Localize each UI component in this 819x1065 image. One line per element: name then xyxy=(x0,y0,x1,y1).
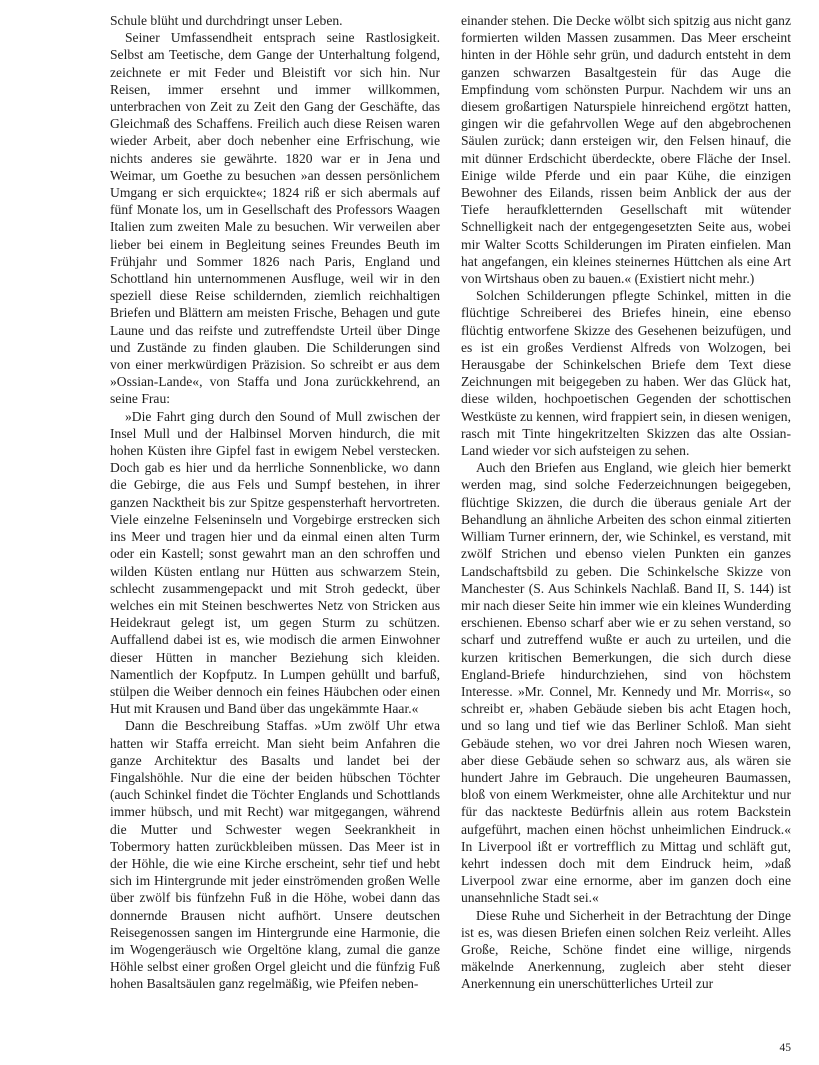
paragraph-england-letters: Auch den Briefen aus England, wie gleich hier bemerkt werden mag, sind solche Federzeichnungen beigegeben, flüchtige Skizzen, die durch die überaus geniale Art der Behandlung an ähnliche Arbeiten des schon einmal zitierten William Turner erinnern, der, wie Schinkel, es verstand, mit zwölf Strichen und ebenso vielen Punkten ein ganzes Landschaftsbild zu geben. Die Schinkelsche Skizze von Manchester (S. Aus Schinkels Nachlaß. Band II, S. 144) ist mir nach dieser Seite hin immer wie ein kleines Wunderding erschienen. Ebenso scharf aber wie er zu sehen verstand, so scharf und zutreffend wußte er auch zu urteilen, und die kurzen kritischen Bemerkungen, die sich durch diese England-Briefe hindurchziehen, sind von höchstem Interesse. »Mr. Connel, Mr. Kennedy und Mr. Morris«, so schreibt er, »haben Gebäude sieben bis acht Etagen hoch, und so lang und tief wie das Berliner Schloß. Man sieht Gebäude stehen, wo vor drei Jahren noch Wiesen waren, aber diese Gebäude sehen so schwarz aus, als wären sie hundert Jahre im Gebrauch. Die ungeheuren Baumassen, bloß von einem Werkmeister, ohne alle Architektur und nur für das nackteste Bedürfnis allein aus rotem Backstein aufgeführt, machen einen höchst unheimlichen Eindruck.« In Liverpool ißt er vortrefflich zu Mittag und schläft gut, kehrt indessen doch mit dem Eindruck heim, »daß Liverpool zwar eine ernorme, aber im ganzen doch eine unansehnliche Stadt sei.« xyxy=(461,460,791,906)
right-column xyxy=(461,12,791,993)
left-column xyxy=(110,12,440,993)
paragraph-sketches: Solchen Schilderungen pflegte Schinkel, mitten in die flüchtige Schreiberei des Briefes hinein, eine ebenso flüchtig entworfene Skizze des Gesehenen beizufügen, und es ist ein großes Verdienst Alfreds von Wolzogen, bei Herausgabe der Schinkelschen Briefe dem Text diese Zeichnungen mit beigegeben zu haben. Wer das Glück hat, diese wilden, hochpoetischen Gegenden der schottischen Westküste zu kennen, wird frappiert sein, in diesen wenigen, rasch mit Tinte hingekritzelten Skizzen das alte Ossian-Land wieder vor sich aufsteigen zu sehen. xyxy=(461,288,791,459)
paragraph-calm-judgement: Diese Ruhe und Sicherheit in der Betrachtung der Dinge ist es, was diesen Briefen einen solchen Reiz verleiht. Alles Große, Reiche, Schöne findet eine willige, nirgends mäkelnde Anerkennung, zugleich aber steht dieser Anerkennung ein unerschütterliches Urteil zur xyxy=(461,907,791,992)
paragraph-staffa-continuation: einander stehen. Die Decke wölbt sich spitzig aus nicht ganz formierten wilden Massen zusammen. Das Meer erscheint hinten in der Höhle sehr grün, und dadurch entsteht in dem ganzen schwarzen Basaltgestein für das Auge die Empfindung vom schönsten Purpur. Nachdem wir uns an diesem großartigen Naturspiele hinreichend ergötzt hatten, gingen wir die gefahrvollen Wege auf den abgebrochenen Säulen zurück; dann ersteigen wir, den Felsen hinauf, die mit dünner Erdschicht überdeckte, obere Fläche der Insel. Einige wilde Pferde und ein paar Kühe, die einzigen Bewohner des Eilands, rissen beim Anblick der aus der Tiefe heraufkletternden Gesellschaft mit wütender Schnelligkeit nach der entgegengesetzten Seite aus, wobei mir Walter Scotts Schilderungen im Piraten einfielen. Man hat angefangen, ein kleines steinernes Hüttchen als eine Art von Wirtshaus oben zu bauen.« (Existiert nicht mehr.) xyxy=(461,13,791,287)
paragraph-continuation: Schule blüht und durchdringt unser Leben. xyxy=(110,13,343,28)
paragraph-sound-of-mull-quote: »Die Fahrt ging durch den Sound of Mull zwischen der Insel Mull und der Halbinsel Morven hindurch, die mit hohen Küsten ihre Gipfel fast in ewigem Nebel verstecken. Doch gab es hier und da herrliche Sonnenblicke, wo dann die Gebirge, die aus Fels und Sumpf bestehen, in ihrer ganzen Nacktheit bis zur Spitze gespensterhaft hervortreten. Viele einzelne Felseninseln und Vorgebirge erstrecken sich ins Meer und tragen hier und da einmal einen alten Turm oder ein Kastell; sonst gewahrt man an den schroffen und wilden Küsten entlang nur Hütten aus schwarzem Stein, schlecht zusammengepackt und mit Stroh gedeckt, über welches ein mit Steinen beschwertes Netz von Stricken aus Heidekraut gelegt ist, um gegen Sturm zu schützen. Auffallend dabei ist es, wie modisch die armen Einwohner dieser Hütten in mancher Beziehung sich kleiden. Namentlich der Kopfputz. In Lumpen gehüllt und barfuß, stülpen die Weiber dennoch ein feines Häubchen oder einen Hut mit Krausen und Band über das ungekämmte Haar.« xyxy=(110,408,440,717)
page-number: 45 xyxy=(779,1042,791,1054)
paragraph-schinkel-travels: Seiner Umfassendheit entsprach seine Rastlosigkeit. Selbst am Teetische, dem Gange der Unterhaltung folgend, zeichnete er mit Feder und Bleistift vor sich hin. Nur Reisen, immer ersehnt und immer willkommen, unterbrachen von Zeit zu Zeit den Gang der Geschäfte, das Gleichmaß des Schaffens. Freilich auch diese Reisen waren wieder Arbeit, aber doch nebenher eine Erfrischung, wie nichts anderes sie gewährte. 1820 war er in Jena und Weimar, um Goethe zu besuchen »an dessen persönlichem Umgang er sich erquickte«; 1824 riß er sich abermals auf fünf Monate los, um in Gesellschaft des Professors Waagen Italien zum zweiten Male zu besuchen. Wir verweilen aber lieber bei einem in Begleitung seines Freundes Beuth im Frühjahr und Sommer 1826 nach Paris, England und Schottland hin unternommenen Ausfluge, weil wir in den speziell diese Reise schildernden, ziemlich reichhaltigen Briefen und Blättern am meisten Frische, Behagen und gute Laune und das reifste und zutreffendste Urteil über Dinge und Zustände zu finden glauben. Die Schilderungen sind von einer merkwürdigen Präzision. So schreibt er aus dem »Ossian-Lande«, von Staffa und Jona zurückkehrend, an seine Frau: xyxy=(110,30,440,407)
paragraph-staffa-description: Dann die Beschreibung Staffas. »Um zwölf Uhr etwa hatten wir Staffa erreicht. Man sieht beim Anfahren die ganze Architektur des Basalts und landet bei der Fingalshöhle. Nur die eine der beiden hübschen Töchter (auch Schinkel findet die Töchter Englands und Schottlands immer hübsch, und mit Recht) war mitgegangen, während die Mutter und Schwester wegen Seekrankheit in Tobermory hatten zurückbleiben müssen. Das Meer ist in der Höhle, die wie eine Kirche erscheint, sehr tief und hebt sich im Hintergrunde mit jeder einströmenden großen Welle über zwölf bis fünfzehn Fuß in die Höhe, wobei dann das donnernde Brausen nicht aufhört. Unsere deutschen Reisegenossen sangen im Hintergrunde eine Harmonie, die im Wogengeräusch wie Orgeltöne klang, zumal die ganze Höhle selbst einer großen Orgel gleicht und die fünfzig Fuß hohen Basaltsäulen ganz regelmäßig, wie Pfeifen neben- xyxy=(110,718,440,992)
